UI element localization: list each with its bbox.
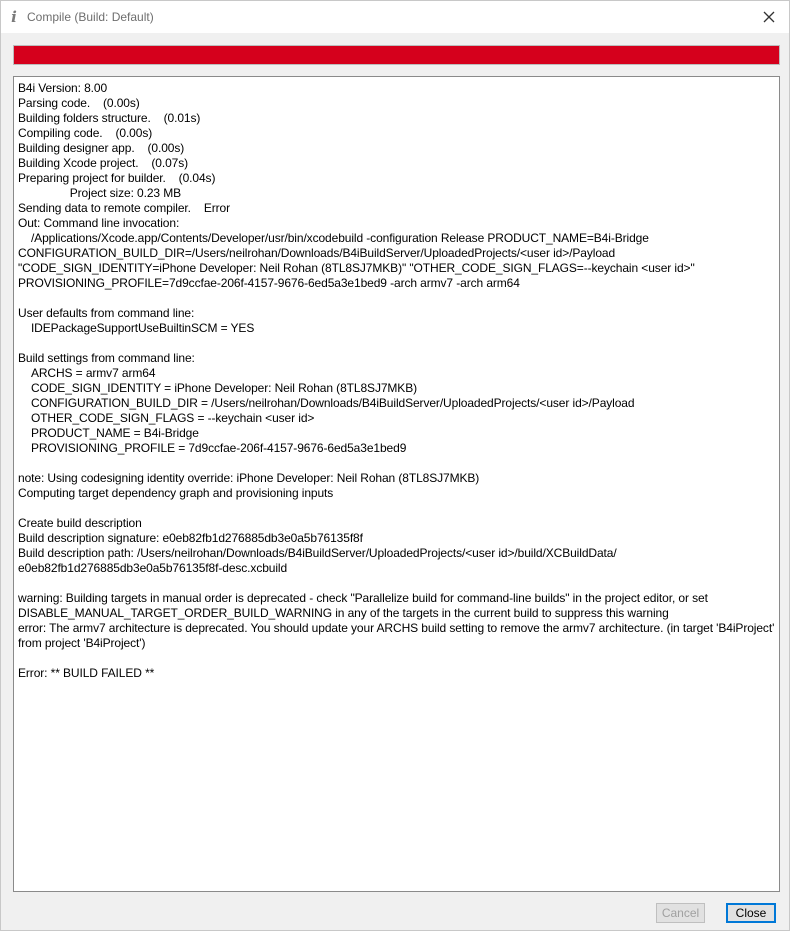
compile-progress-bar	[13, 45, 780, 65]
cancel-button[interactable]: Cancel	[656, 903, 705, 923]
progress-fill	[14, 46, 779, 64]
window-close-button[interactable]	[755, 3, 783, 31]
close-icon	[763, 11, 775, 23]
close-button[interactable]: Close	[726, 903, 776, 923]
title-bar[interactable]	[1, 1, 789, 33]
info-icon: i	[11, 8, 17, 26]
compile-log-text: B4i Version: 8.00 Parsing code. (0.00s) Building folders structure. (0.01s) Compiling code. (0.00s) Building designer app. (0.00s) Building Xcode project. (0.07s) Preparing project for builder. (0.04s) Project size: 0.23 MB Sending data to remote compiler. Error Out: Command line invocation: /Applications/Xcode.app/Contents/Developer/usr/bin/xcodebuild -configuration Release PRODUCT_NAME=B4i-Bridge CONFIGURATION_BUILD_DIR=/Users/neilrohan/Downloads/B4iBuildServer/UploadedProjects/<user id>/Payload "CODE_SIGN_IDENTITY=iPhone Developer: Neil Rohan (8TL8SJ7MKB)" "OTHER_CODE_SIGN_FLAGS=--keychain <user id>" PROVISIONING_PROFILE=7d9ccfae-206f-4157-9676-6ed5a3e1bed9 -arch armv7 -arch arm64 User defaults from command line: IDEPackageSupportUseBuiltinSCM = YES Build settings from command line: ARCHS = armv7 arm64 CODE_SIGN_IDENTITY = iPhone Developer: Neil Rohan (8TL8SJ7MKB) CONFIGURATION_BUILD_DIR = /Users/neilrohan/Downloads/B4iBuildServer/UploadedProjects/<user id>/Payload OTHER_CODE_SIGN_FLAGS = --keychain <user id> PRODUCT_NAME = B4i-Bridge PROVISIONING_PROFILE = 7d9ccfae-206f-4157-9676-6ed5a3e1bed9 note: Using codesigning identity override: iPhone Developer: Neil Rohan (8TL8SJ7MKB) Computing target dependency graph and provisioning inputs Create build description Build description signature: e0eb82fb1d276885db3e0a5b76135f8f Build description path: /Users/neilrohan/Downloads/B4iBuildServer/UploadedProjects/<user id>/build/XCBuildData/ e0eb82fb1d276885db3e0a5b76135f8f-desc.xcbuild warning: Building targets in manual order is deprecated - check "Parallelize build for command-line builds" in the project editor, or set DISABLE_MANUAL_TARGET_ORDER_BUILD_WARNING in any of the targets in the current build to suppress this warning error: The armv7 architecture is deprecated. You should update your ARCHS build setting to remove the armv7 architecture. (in target 'B4iProject' from project 'B4iProject') Error: ** BUILD FAILED **	[18, 81, 775, 680]
compile-log-area[interactable]	[13, 76, 780, 892]
window-title: Compile (Build: Default)	[27, 10, 154, 24]
